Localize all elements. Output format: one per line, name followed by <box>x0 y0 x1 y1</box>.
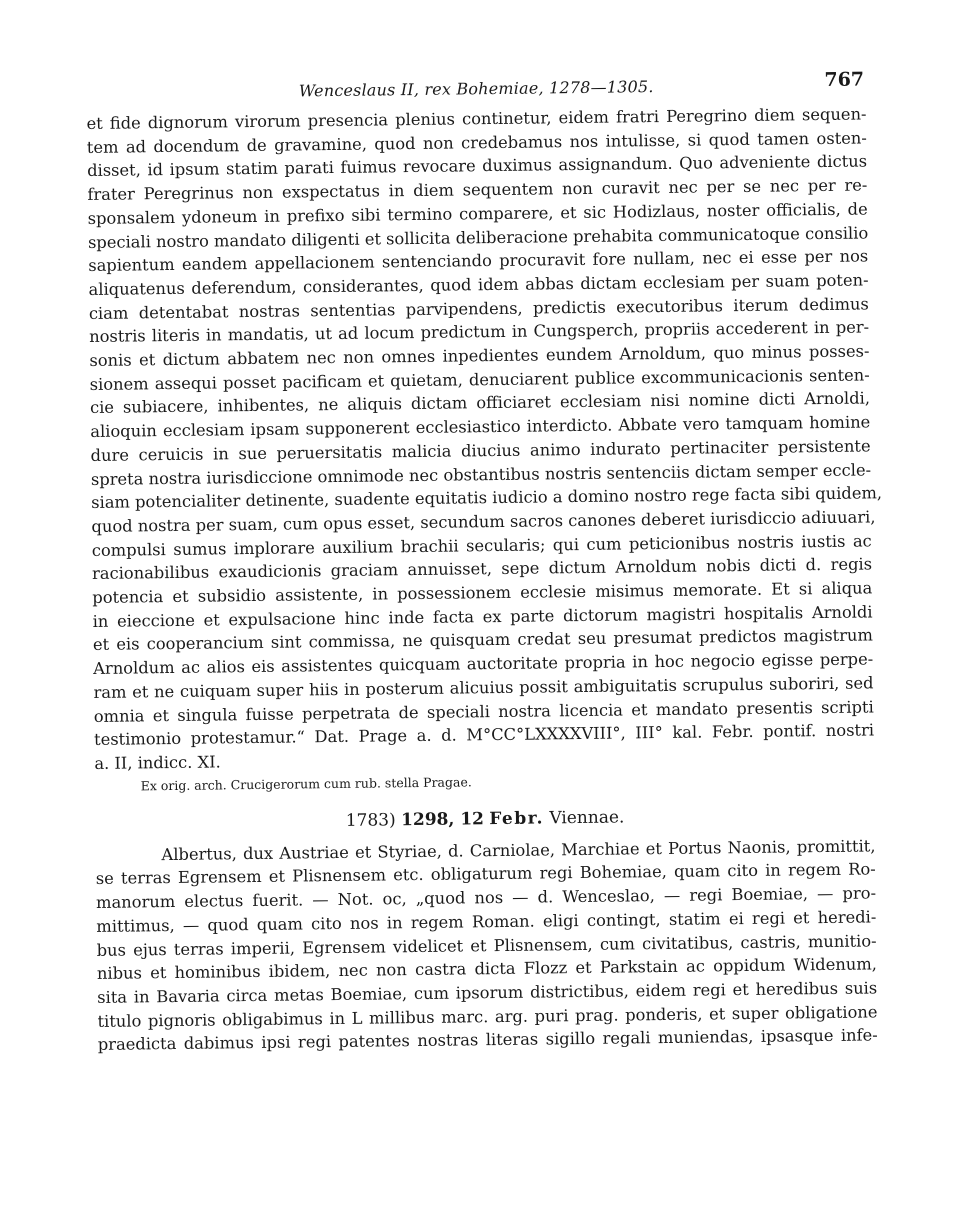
regest-line: nibus et hominibus ibidem, nec non castra dicta Flozz et Parkstain ac oppidum Widenum, <box>96 954 878 984</box>
document-number: 1783) <box>345 809 396 831</box>
document-month: Febr. <box>489 808 545 829</box>
body-line: dure ceruicis in sue peruersitatis malicia diucius animo indurato pertinaciter persistente <box>90 436 871 465</box>
body-line: cie subiacere, inhibentes, ne aliquis dictam officiaret ecclesiam nisi nomine dicti Arnoldi, <box>89 388 871 418</box>
regest-line: manorum electus fuerit. — Not. oc, „quod nos — d. Wenceslao, — regi Boemiae, — pro- <box>95 883 877 913</box>
body-line: ciam detentabat nostras sententias parvipendens, predictis executoribus iterum dedimus <box>88 294 869 323</box>
regest-line: bus ejus terras imperii, Egrensem videlicet et Plisnensem, cum civitatibus, castris, munitio- <box>96 930 877 960</box>
body-line: spreta nostra iurisdiccione omnimode nec obstantibus nostris sentenciis dictam semper eccle- <box>90 459 872 489</box>
regest-line: Albertus, dux Austriae et Styriae, d. Carniolae, Marchiae et Portus Naonis, promittit, <box>161 836 876 864</box>
body-line: et fide dignorum virorum presencia plenius continetur, eidem fratri Peregrino diem sequen- <box>86 104 867 133</box>
body-line: in eieccione et expulsacione hinc inde facta ex parte dictorum magistri hospitalis Arnoldi <box>92 602 873 631</box>
running-title: Wenceslaus II, rex Bohemiae, 1278—1305. <box>298 77 654 101</box>
body-line: sonis et dictum abbatem nec non omnes inpedientes eundem Arnoldum, quo minus posses- <box>89 341 870 371</box>
document-heading <box>95 804 875 834</box>
body-line: potencia et subsidio assistente, in possessionem ecclesie misimus memorate. Et si aliqua <box>92 578 873 608</box>
body-line: omnia et singula fuisse perpetrata de speciali nostra licencia et mandato presentis scripti <box>93 697 874 726</box>
document-place: Viennae. <box>549 807 625 829</box>
document-page <box>86 68 883 1056</box>
body-line: ram et ne cuiquam super hiis in posterum alicuius possit ambiguitatis scrupulus suboriri, sed <box>93 673 874 702</box>
running-header <box>86 68 866 108</box>
body-line: racionabilibus exaudicionis graciam annuisset, sepe dictum Arnoldum nobis dicti d. regis <box>91 554 873 584</box>
body-line: nostris literis in mandatis, ut ad locum predictum in Cungsperch, propriis accederent in per- <box>89 317 870 347</box>
document-date: 1298, 12 <box>400 808 485 830</box>
body-line: frater Peregrinus non exspectatus in diem sequentem non curavit nec per se nec per re- <box>87 175 868 205</box>
body-line: testimonio protestamur.“ Dat. Prage a. d. M°CC°LXXXXVIII°, III° kal. Febr. pontif. nostri <box>93 720 875 750</box>
regest-line: sita in Bavaria circa metas Boemiae, cum ipsorum districtibus, eidem regi et heredibus suis <box>97 978 878 1007</box>
source-note: Ex orig. arch. Crucigerorum cum rub. stella Pragae. <box>140 774 472 794</box>
regest-line: praedicta dabimus ipsi regi patentes nostras literas sigillo regali muniendas, ipsasque infe- <box>97 1025 878 1055</box>
body-line: tem ad docendum de gravamine, quod non credebamus nos intulisse, si quod tamen osten- <box>86 128 867 157</box>
body-line: a. II, indicc. XI. <box>94 752 221 773</box>
body-line: sapientum eandem appellacionem sentenciando procuravit fore nullam, nec ei esse per nos <box>88 246 869 276</box>
regest-line: titulo pignoris obligabimus in L millibus marc. arg. puri prag. ponderis, et super obligatione <box>97 1002 878 1031</box>
page-number: 767 <box>824 68 865 91</box>
body-line: compulsi sumus implorare auxilium brachii secularis; qui cum peticionibus nostris iustis ac <box>91 531 872 560</box>
body-line: speciali nostro mandato diligenti et sollicita deliberacione prehabita communicatoque consilio <box>87 222 869 252</box>
body-line: disset, id ipsum statim parati fuimus revocare duximus assignandum. Quo adveniente dictus <box>87 151 868 181</box>
body-line: siam potencialiter detinente, suadente equitatis iudicio a domino nostro rege facta sibi quidem, <box>91 483 883 513</box>
body-line: et eis cooperancium sint commissa, ne quisquam credat seu presumat predictos magistrum <box>92 625 873 655</box>
document-body <box>86 102 883 775</box>
body-line: aliquatenus deferendum, considerantes, quod idem abbas dictam ecclesiam per suam poten- <box>88 270 869 299</box>
body-line: quod nostra per suam, cum opus esset, secundum sacros canones deberet iurisdiccio adiuuari, <box>91 507 876 536</box>
body-line: sponsalem ydoneum in prefixo sibi termino comparere, et sic Hodizlaus, noster officialis, de <box>87 199 868 228</box>
regest-line: mittimus, — quod quam cito nos in regem Roman. eligi contingt, statim ei regi et heredi- <box>96 907 877 936</box>
regest-line: se terras Egrensem et Plisnensem etc. obligaturum regi Bohemiae, quam cito in regem Ro- <box>95 859 876 889</box>
body-line: alioquin ecclesiam ipsam supponerent ecclesiastico interdicto. Abbate vero tamquam homine <box>90 412 871 442</box>
regest-body <box>95 834 878 1057</box>
body-line: Arnoldum ac alios eis assistentes quicquam auctoritate propria in hoc negocio egisse perpe- <box>93 649 874 679</box>
body-line: sionem assequi posset pacificam et quietam, denuciarent publice excommunicacionis senten- <box>89 365 870 394</box>
